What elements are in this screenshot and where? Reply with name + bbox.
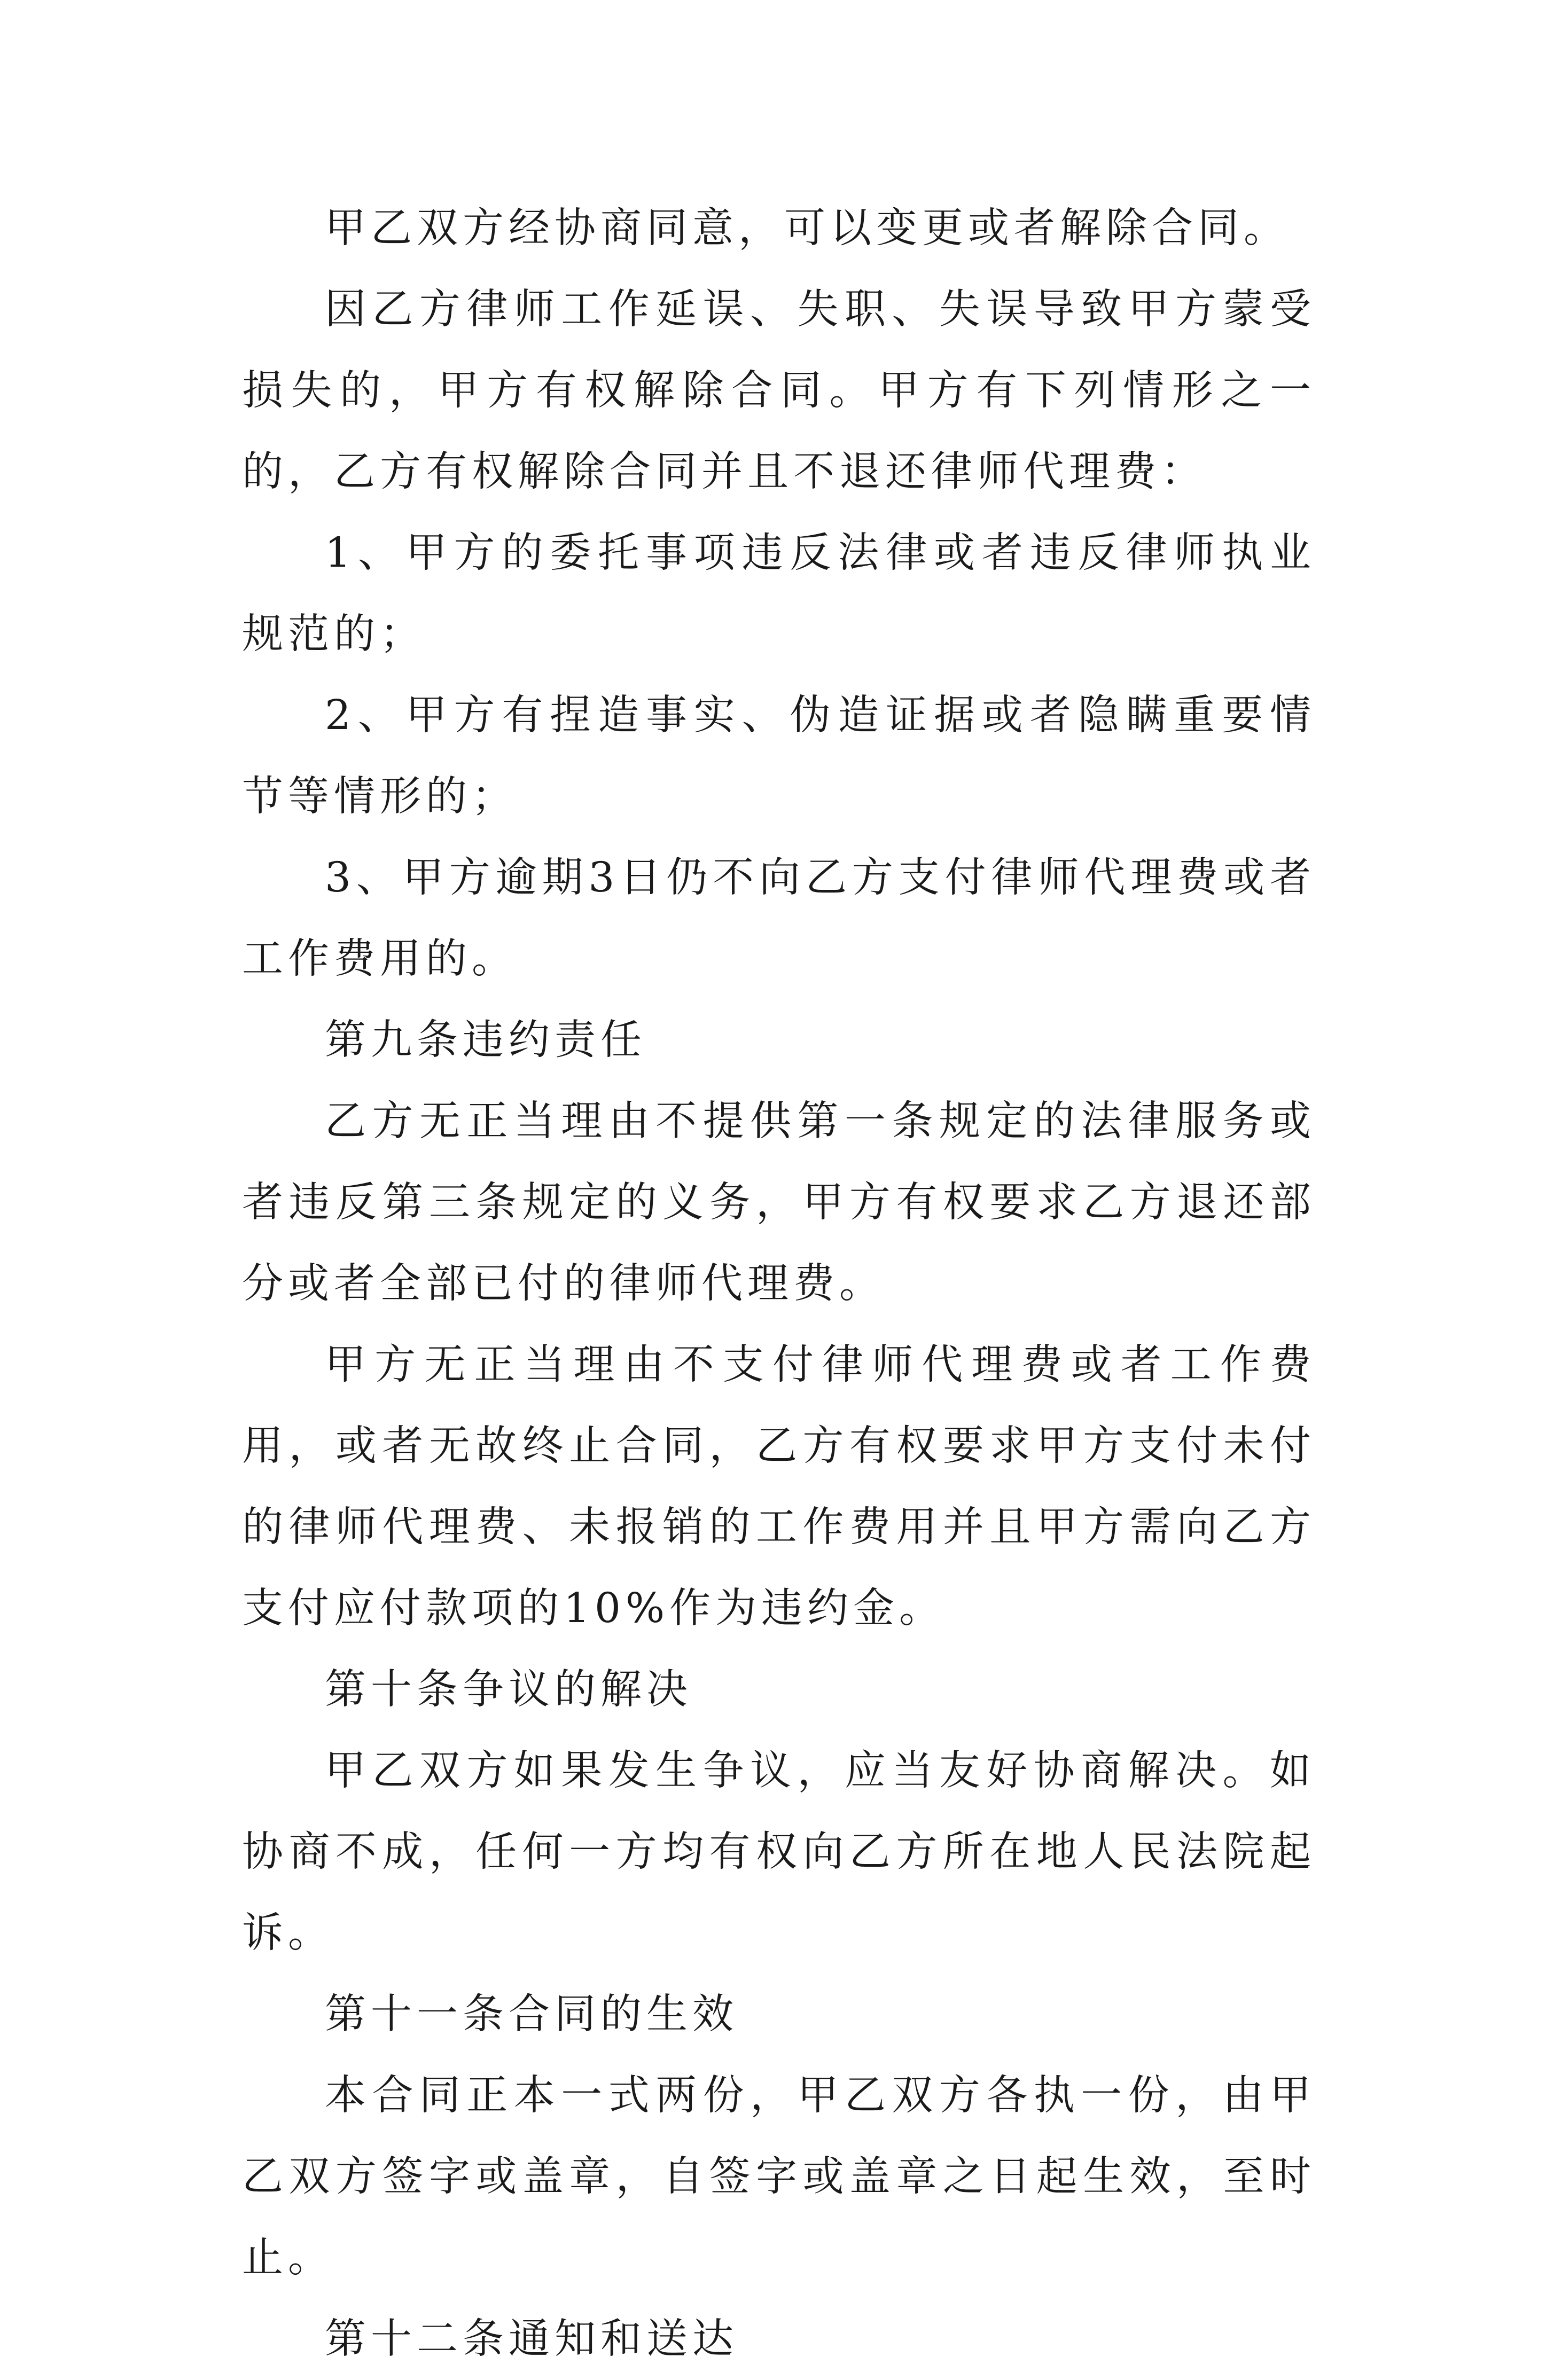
heading-article-9: 第九条违约责任: [325, 1016, 646, 1064]
heading-article-11: 第十一条合同的生效: [325, 1991, 738, 2038]
list-item-3: 3、甲方逾期3日仍不向乙方支付律师代理费或者工作费用的。: [242, 854, 1316, 983]
paragraph-effectiveness: 本合同正本一式两份，甲乙双方各执一份，由甲乙双方签字或盖章，自签字或盖章之日起生效，至时止。: [242, 2072, 1316, 2282]
list-item-2: 2、甲方有捏造事实、伪造证据或者隐瞒重要情节等情形的；: [242, 692, 1316, 820]
paragraph-breach-party-a: 甲方无正当理由不支付律师代理费或者工作费用，或者无故终止合同，乙方有权要求甲方支付未付的律师代理费、未报销的工作费用并且甲方需向乙方支付应付款项的10%作为违约金。: [242, 1341, 1316, 1632]
paragraph-dispute-resolution: 甲乙双方如果发生争议，应当友好协商解决。如协商不成，任何一方均有权向乙方所在地人民法院起诉。: [242, 1747, 1316, 1957]
paragraph-breach-party-b: 乙方无正当理由不提供第一条规定的法律服务或者违反第三条规定的义务，甲方有权要求乙方退还部分或者全部已付的律师代理费。: [242, 1098, 1316, 1308]
heading-article-10: 第十条争议的解决: [325, 1666, 692, 1713]
heading-article-12: 第十二条通知和送达: [325, 2315, 738, 2363]
list-item-1: 1、甲方的委托事项违反法律或者违反律师执业规范的；: [242, 529, 1316, 658]
paragraph-termination-rights: 因乙方律师工作延误、失职、失误导致甲方蒙受损失的，甲方有权解除合同。甲方有下列情形之一的，乙方有权解除合同并且不退还律师代理费：: [242, 286, 1316, 496]
document-body: [242, 188, 1316, 2380]
paragraph-modify-or-terminate: 甲乙双方经协商同意，可以变更或者解除合同。: [325, 205, 1290, 252]
